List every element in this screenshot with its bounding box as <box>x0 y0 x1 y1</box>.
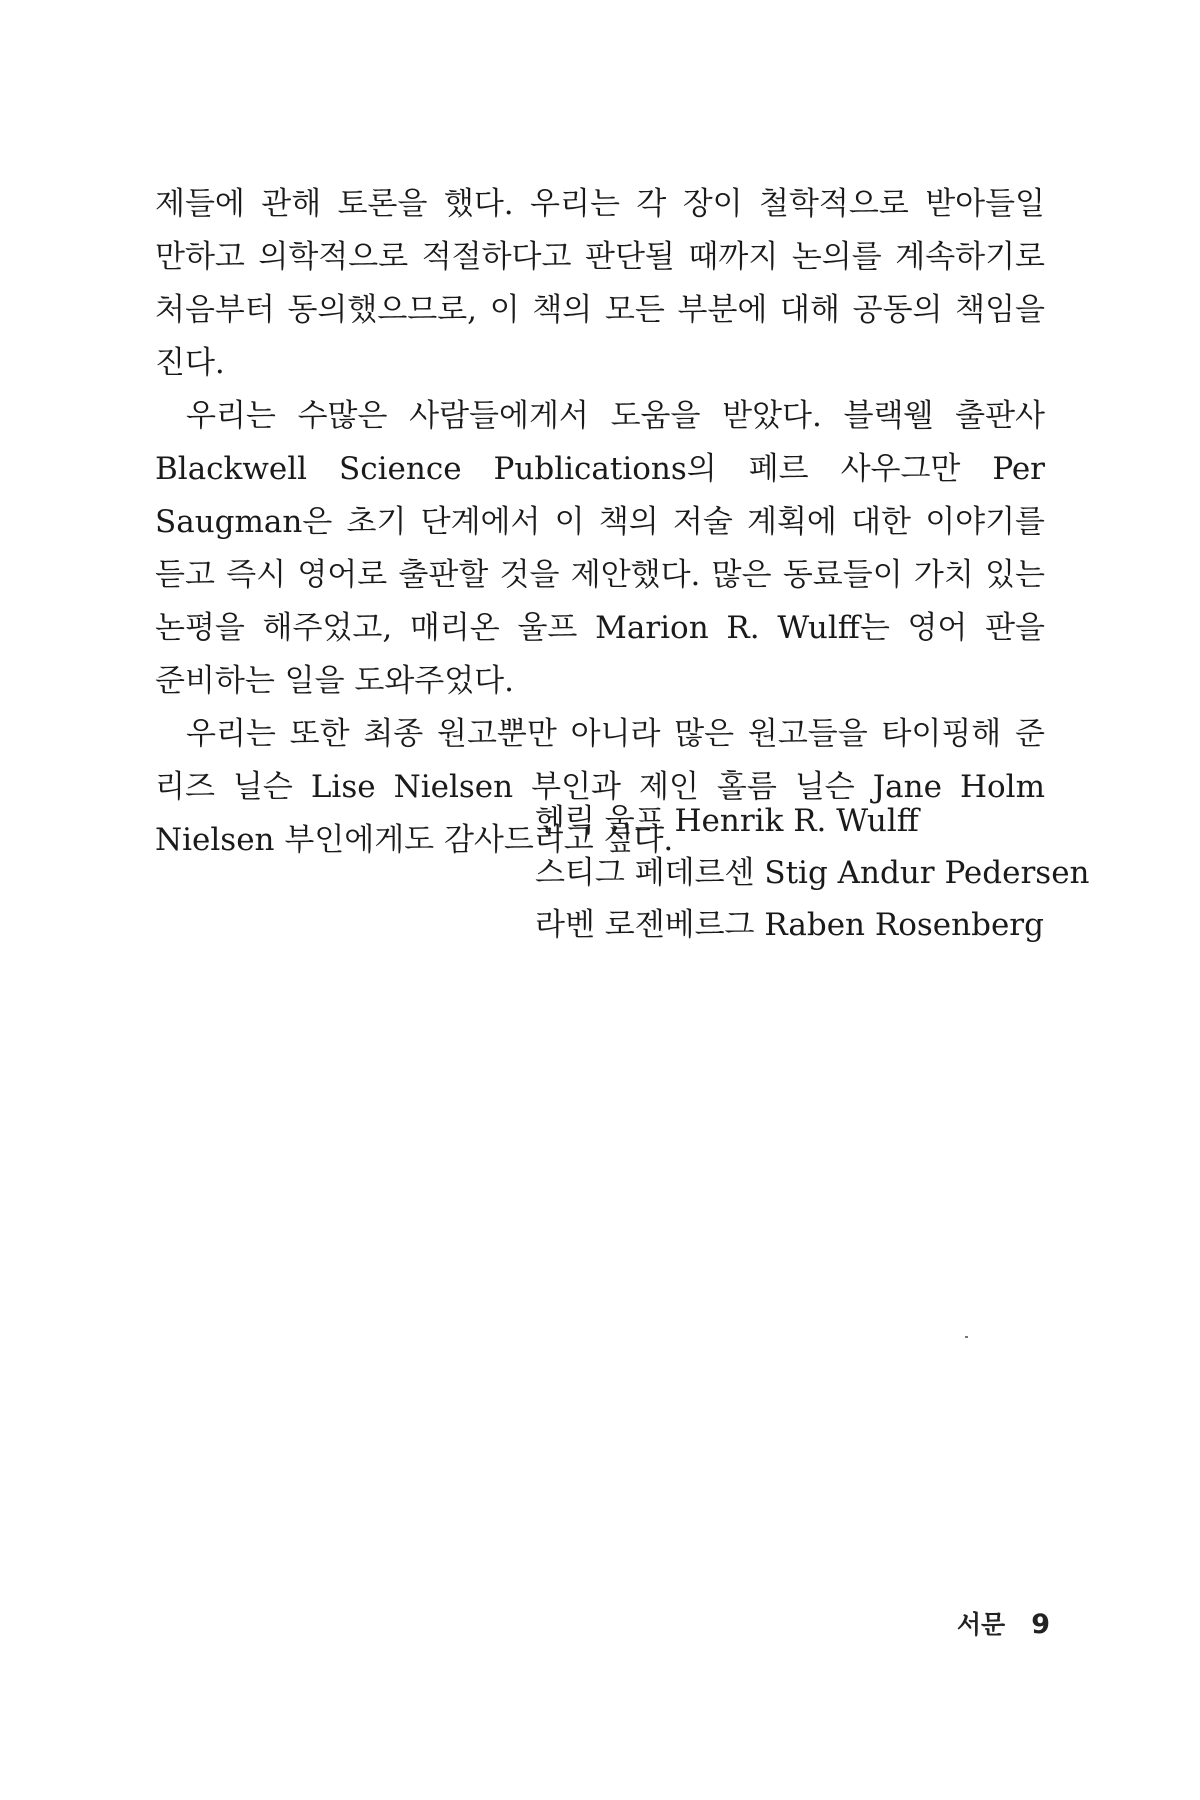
author-name: 라벤 로젠베르그 Raben Rosenberg <box>535 907 1044 943</box>
paragraph-continued: 제들에 관해 토론을 했다. 우리는 각 장이 철학적으로 받아들일 만하고 의학적으로 적절하다고 판단될 때까지 논의를 계속하기로 처음부터 동의했으므로, 이 책의 모든 부분에 대해 공동의 책임을 진다. <box>155 186 1045 381</box>
body-text <box>155 178 1045 867</box>
author-signatures <box>535 795 1090 951</box>
section-title: 서문 <box>956 1610 1006 1639</box>
page-footer <box>957 1605 1050 1641</box>
page-number: 9 <box>1031 1609 1050 1640</box>
paragraph-acknowledgments: 우리는 수많은 사람들에게서 도움을 받았다. 블랙웰 출판사 Blackwell Science Publications의 페르 사우그만 Per Saugman은 초기 단계에서 이 책의 저술 계획에 대한 이야기를 듣고 즉시 영어로 출판할 것을 제안했다. 많은 동료들이 가치 있는 논평을 해주었고, 매리온 울프 Marion R. Wulff는 영어 판을 준비하는 일을 도와주었다. <box>155 398 1045 699</box>
paragraph-thanks: 우리는 또한 최종 원고뿐만 아니라 많은 원고들을 타이핑해 준 리즈 닐슨 Lise Nielsen 부인과 제인 홀름 닐슨 Jane Holm Nielsen 부인에게도 감사드리고 싶다. <box>155 716 1045 858</box>
author-name: 헨릭 울프 Henrik R. Wulff <box>535 803 919 839</box>
author-name: 스티그 페데르센 Stig Andur Pedersen <box>535 855 1090 891</box>
print-speck <box>965 1336 968 1338</box>
